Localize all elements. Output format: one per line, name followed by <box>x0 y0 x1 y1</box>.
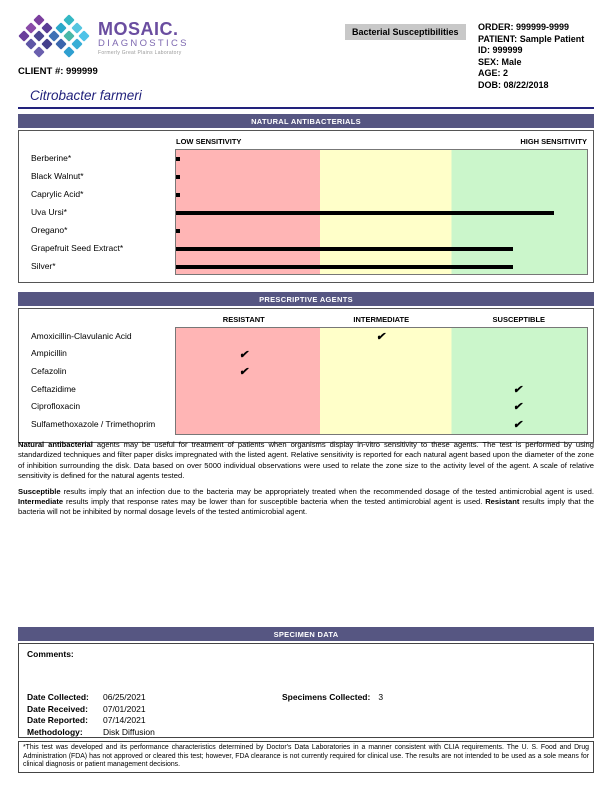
prescriptive-section-header: PRESCRIPTIVE AGENTS <box>18 292 594 306</box>
title-divider <box>18 107 594 109</box>
logo-tagline: Formerly Great Plains Laboratory <box>98 49 182 56</box>
prescriptive-agent-label: Ciprofloxacin <box>31 401 81 412</box>
dob-line: DOB: 08/22/2018 <box>478 79 549 90</box>
specimen-dates <box>27 692 282 738</box>
result-row <box>176 416 587 434</box>
natural-section-header: NATURAL ANTIBACTERIALS <box>18 114 594 128</box>
footer-disclaimer: *This test was developed and its performance characteristics determined by Doctor's Data Laboratories in a manner consistent with CLIA requirements. The U. S. Food and Drug Administration (FDA) has not approved or cleared this test; however, FDA clearance is not currently required for clinical use. The results are not intended to be used as a sole means for clinical diagnosis or patient management decisions. <box>18 741 594 773</box>
sensitivity-scale-header <box>19 133 588 149</box>
sensitivity-bar <box>176 229 180 233</box>
client-number <box>18 66 98 77</box>
report-type-badge: Bacterial Susceptibilities <box>345 24 466 40</box>
patient-line: PATIENT: Sample Patient <box>478 33 585 44</box>
interpretation-note: Susceptible results imply that an infection due to the bacteria may be appropriately treated when the recommended dosage of the tested antimicrobial agent is used. Intermediate results imply that response rates may be lower than for susceptible bacteria when the tested antimicrobial agent is used. Resistant results imply that the bacteria will not be inhibited by normal dosage levels of the tested antimicrobial agent. <box>18 486 594 517</box>
prescriptive-agent-label: Sulfamethoxazole / Trimethoprim <box>31 418 156 429</box>
comments-label: Comments: <box>27 649 74 659</box>
natural-antibacterials-section <box>18 114 594 283</box>
client-value: 999999 <box>66 66 98 77</box>
natural-agent-label: Caprylic Acid* <box>31 189 84 199</box>
methodology-row: Methodology: Disk Diffusion <box>27 726 155 737</box>
result-row <box>176 398 587 416</box>
order-line: ORDER: 999999-9999 <box>478 22 570 32</box>
date-reported-row: Date Reported: 07/14/2021 <box>27 715 146 726</box>
natural-agent-label: Black Walnut* <box>31 171 84 181</box>
check-icon: ✔ <box>512 419 524 432</box>
result-row <box>176 328 587 346</box>
check-icon: ✔ <box>238 348 251 361</box>
logo-text <box>98 20 189 56</box>
result-row <box>176 381 587 399</box>
natural-agent-label: Grapefruit Seed Extract* <box>31 243 124 253</box>
sensitivity-bar <box>176 265 513 269</box>
natural-note: Natural antibacterial agents may be useful for treatment of patients when organisms display in-vitro sensitivity to these agents. The test is performed by using standardized techniques and filter paper disks impregnated with the listed agent. Relative sensitivity is reported for each natural agent based upon the diameter of the zone of inhibition surrounding the disk. Data based on over 5000 individual observations were used to relate the zone size to the activity level of the agent. A scale of relative sensitivity is defined for the natural agents tested. <box>18 440 594 481</box>
id-line: ID: 999999 <box>478 45 523 55</box>
check-icon: ✔ <box>512 384 524 397</box>
specimen-data-section <box>18 627 594 738</box>
specimen-section-box <box>18 643 594 738</box>
prescriptive-agent-label: Cefazolin <box>31 365 67 376</box>
natural-agent-labels <box>19 149 175 275</box>
check-icon: ✔ <box>238 366 251 379</box>
report-header <box>18 14 594 98</box>
result-row <box>176 363 587 381</box>
specimens-collected-row: Specimens Collected: 3 <box>282 692 384 702</box>
natural-agent-label: Oregano* <box>31 225 68 235</box>
sensitivity-bar <box>176 193 180 197</box>
natural-agent-label: Berberine* <box>31 153 72 163</box>
mosaic-logo <box>20 16 189 60</box>
sensitivity-plot <box>175 149 588 275</box>
prescriptive-agent-label: Ampicillin <box>31 348 67 359</box>
result-columns-header <box>19 311 588 327</box>
resistant-column-label: RESISTANT <box>222 314 265 324</box>
sensitivity-bar <box>176 247 513 251</box>
low-sensitivity-label: LOW SENSITIVITY <box>176 136 242 146</box>
date-collected-row: Date Collected: 06/25/2021 <box>27 692 146 702</box>
susceptible-column-label: SUSCEPTIBLE <box>492 314 546 324</box>
sensitivity-bar <box>176 211 554 215</box>
intermediate-column-label: INTERMEDIATE <box>353 314 410 324</box>
patient-info-block <box>478 22 584 91</box>
organism-title: Citrobacter farmeri <box>30 88 142 103</box>
explanatory-notes <box>18 440 594 523</box>
date-received-row: Date Received: 07/01/2021 <box>27 703 146 714</box>
high-sensitivity-label: HIGH SENSITIVITY <box>520 136 587 146</box>
check-icon: ✔ <box>375 331 388 344</box>
result-row <box>176 346 587 364</box>
prescriptive-agent-labels <box>19 327 175 435</box>
age-line: AGE: 2 <box>478 68 509 78</box>
natural-section-box <box>18 130 594 283</box>
mosaic-diamonds-icon <box>20 16 94 60</box>
client-label: CLIENT #: <box>18 66 64 77</box>
sensitivity-bar <box>176 175 180 179</box>
result-plot <box>175 327 588 435</box>
prescriptive-agent-label: Ceftazidime <box>31 383 76 394</box>
prescriptive-section-box <box>18 308 594 443</box>
specimen-section-header: SPECIMEN DATA <box>18 627 594 641</box>
prescriptive-agent-label: Amoxicillin-Clavulanic Acid <box>31 330 132 341</box>
sex-line: SEX: Male <box>478 56 522 67</box>
natural-agent-label: Uva Ursi* <box>31 207 67 217</box>
natural-agent-label: Silver* <box>31 261 56 271</box>
logo-name: MOSAIC. <box>98 19 179 39</box>
sensitivity-bar <box>176 157 180 161</box>
prescriptive-agents-section <box>18 292 594 443</box>
check-icon: ✔ <box>512 401 524 414</box>
logo-subname: DIAGNOSTICS <box>98 38 189 49</box>
